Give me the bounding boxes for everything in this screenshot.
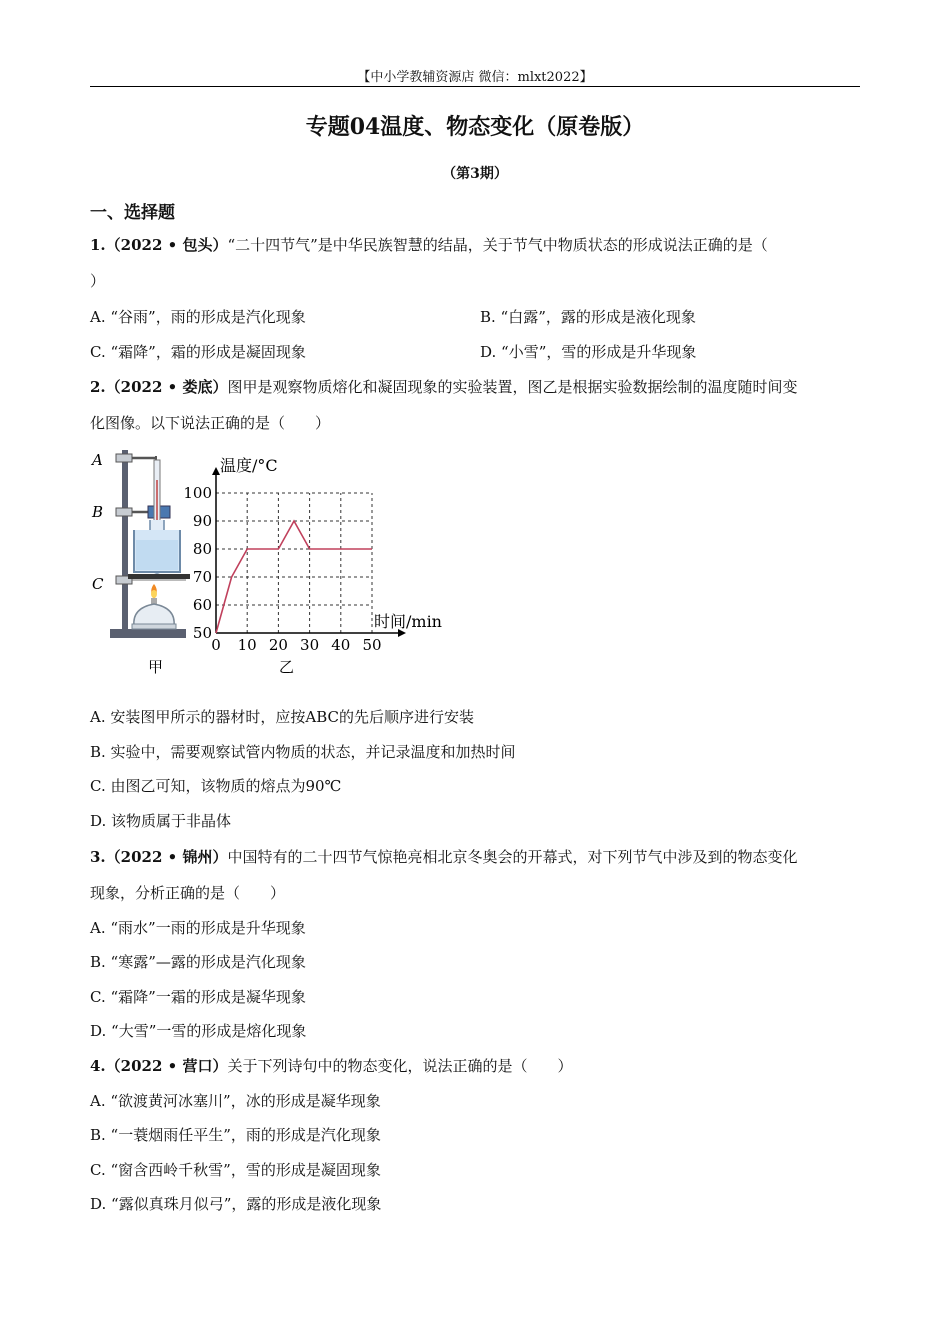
q4-option-a: A. “欲渡黄河冰塞川”，冰的形成是凝华现象 (90, 1092, 381, 1110)
q2-option-c: C. 由图乙可知，该物质的熔点为90℃ (90, 777, 342, 795)
y-tick-label: 90 (192, 512, 212, 530)
q4-option-d: D. “露似真珠月似弓”，露的形成是液化现象 (90, 1195, 382, 1213)
section-heading: 一、选择题 (90, 203, 175, 223)
q3-option-c: C. “霜降”一霜的形成是凝华现象 (90, 988, 306, 1006)
q3-text: 中国特有的二十四节气惊艳亮相北京冬奥会的开幕式，对下列节气中涉及到的物态变化 (227, 848, 798, 866)
q4-option-c: C. “窗含西岭千秋雪”，雪的形成是凝固现象 (90, 1161, 381, 1179)
q3-source: （2022 • 锦州） (105, 848, 228, 866)
stand-rod (122, 450, 128, 632)
q2-text: 图甲是观察物质熔化和凝固现象的实验装置，图乙是根据实验数据绘制的温度随时间变 (227, 378, 798, 396)
y-tick-label: 70 (192, 568, 212, 586)
q2-option-a: A. 安装图甲所示的器材时，应按ABC的先后顺序进行安装 (90, 708, 474, 726)
q1-source: （2022 • 包头） (105, 236, 228, 254)
label-a: A (92, 451, 103, 469)
q1-option-b: B. “白露”，露的形成是液化现象 (480, 308, 696, 326)
y-tick-label: 60 (192, 596, 212, 614)
q2-number: 2. (90, 378, 106, 396)
q2-text-cont: 化图像。以下说法正确的是（ ） (90, 414, 331, 432)
page-subtitle: （第3期） (442, 166, 508, 182)
q3-option-d: D. “大雪”一雪的形成是熔化现象 (90, 1022, 307, 1040)
q1-text: “二十四节气”是中华民族智慧的结晶，关于节气中物质状态的形成说法正确的是（ (227, 236, 768, 254)
caption-right: 乙 (279, 658, 295, 676)
q4-option-b: B. “一蓑烟雨任平生”，雨的形成是汽化现象 (90, 1126, 381, 1144)
q2-option-b: B. 实验中，需要观察试管内物质的状态，并记录温度和加热时间 (90, 743, 516, 761)
x-tick-label: 50 (362, 636, 382, 654)
y-axis-arrow (212, 467, 220, 475)
stand-base (110, 629, 186, 638)
x-tick-label: 40 (331, 636, 351, 654)
q1-option-d: D. “小雪”，雪的形成是升华现象 (480, 343, 697, 361)
x-tick-label: 10 (237, 636, 257, 654)
header-divider (90, 86, 860, 87)
label-c: C (92, 575, 104, 593)
q4-source: （2022 • 营口） (105, 1057, 228, 1075)
q2-source: （2022 • 娄底） (105, 378, 228, 396)
temperature-chart (183, 456, 442, 654)
q3-stem (90, 846, 860, 867)
y-tick-label: 100 (183, 484, 212, 502)
x-tick-label: 30 (300, 636, 320, 654)
q4-text: 关于下列诗句中的物态变化，说法正确的是（ ） (227, 1057, 573, 1075)
q1-option-c: C. “霜降”，霜的形成是凝固现象 (90, 343, 306, 361)
y-axis-label: 温度/°C (220, 456, 278, 475)
q4-number: 4. (90, 1057, 106, 1075)
q1-text-cont: ） (90, 272, 106, 290)
y-tick-label: 50 (192, 624, 212, 642)
q2-option-d: D. 该物质属于非晶体 (90, 812, 232, 830)
page-title: 专题04温度、物态变化（原卷版） (305, 114, 645, 140)
x-tick-label: 20 (268, 636, 288, 654)
apparatus-illustration (110, 450, 190, 638)
x-tick-label: 0 (211, 636, 221, 654)
q1-number: 1. (90, 236, 106, 254)
q2-stem (90, 376, 860, 397)
q2-figure (88, 440, 548, 685)
q3-option-b: B. “寒露”—露的形成是汽化现象 (90, 953, 306, 971)
q3-option-a: A. “雨水”一雨的形成是升华现象 (90, 919, 306, 937)
q3-number: 3. (90, 848, 106, 866)
page-header: 【中小学教辅资源店 微信：mlxt2022】 (357, 70, 593, 85)
q3-text-cont: 现象，分析正确的是（ ） (90, 884, 286, 902)
label-b: B (92, 503, 104, 521)
caption-left: 甲 (148, 658, 164, 676)
q1-option-a: A. “谷雨”，雨的形成是汽化现象 (90, 308, 306, 326)
x-axis-label: 时间/min (374, 612, 442, 631)
q4-stem (90, 1055, 860, 1076)
q1-stem (90, 234, 860, 255)
y-tick-label: 80 (192, 540, 212, 558)
